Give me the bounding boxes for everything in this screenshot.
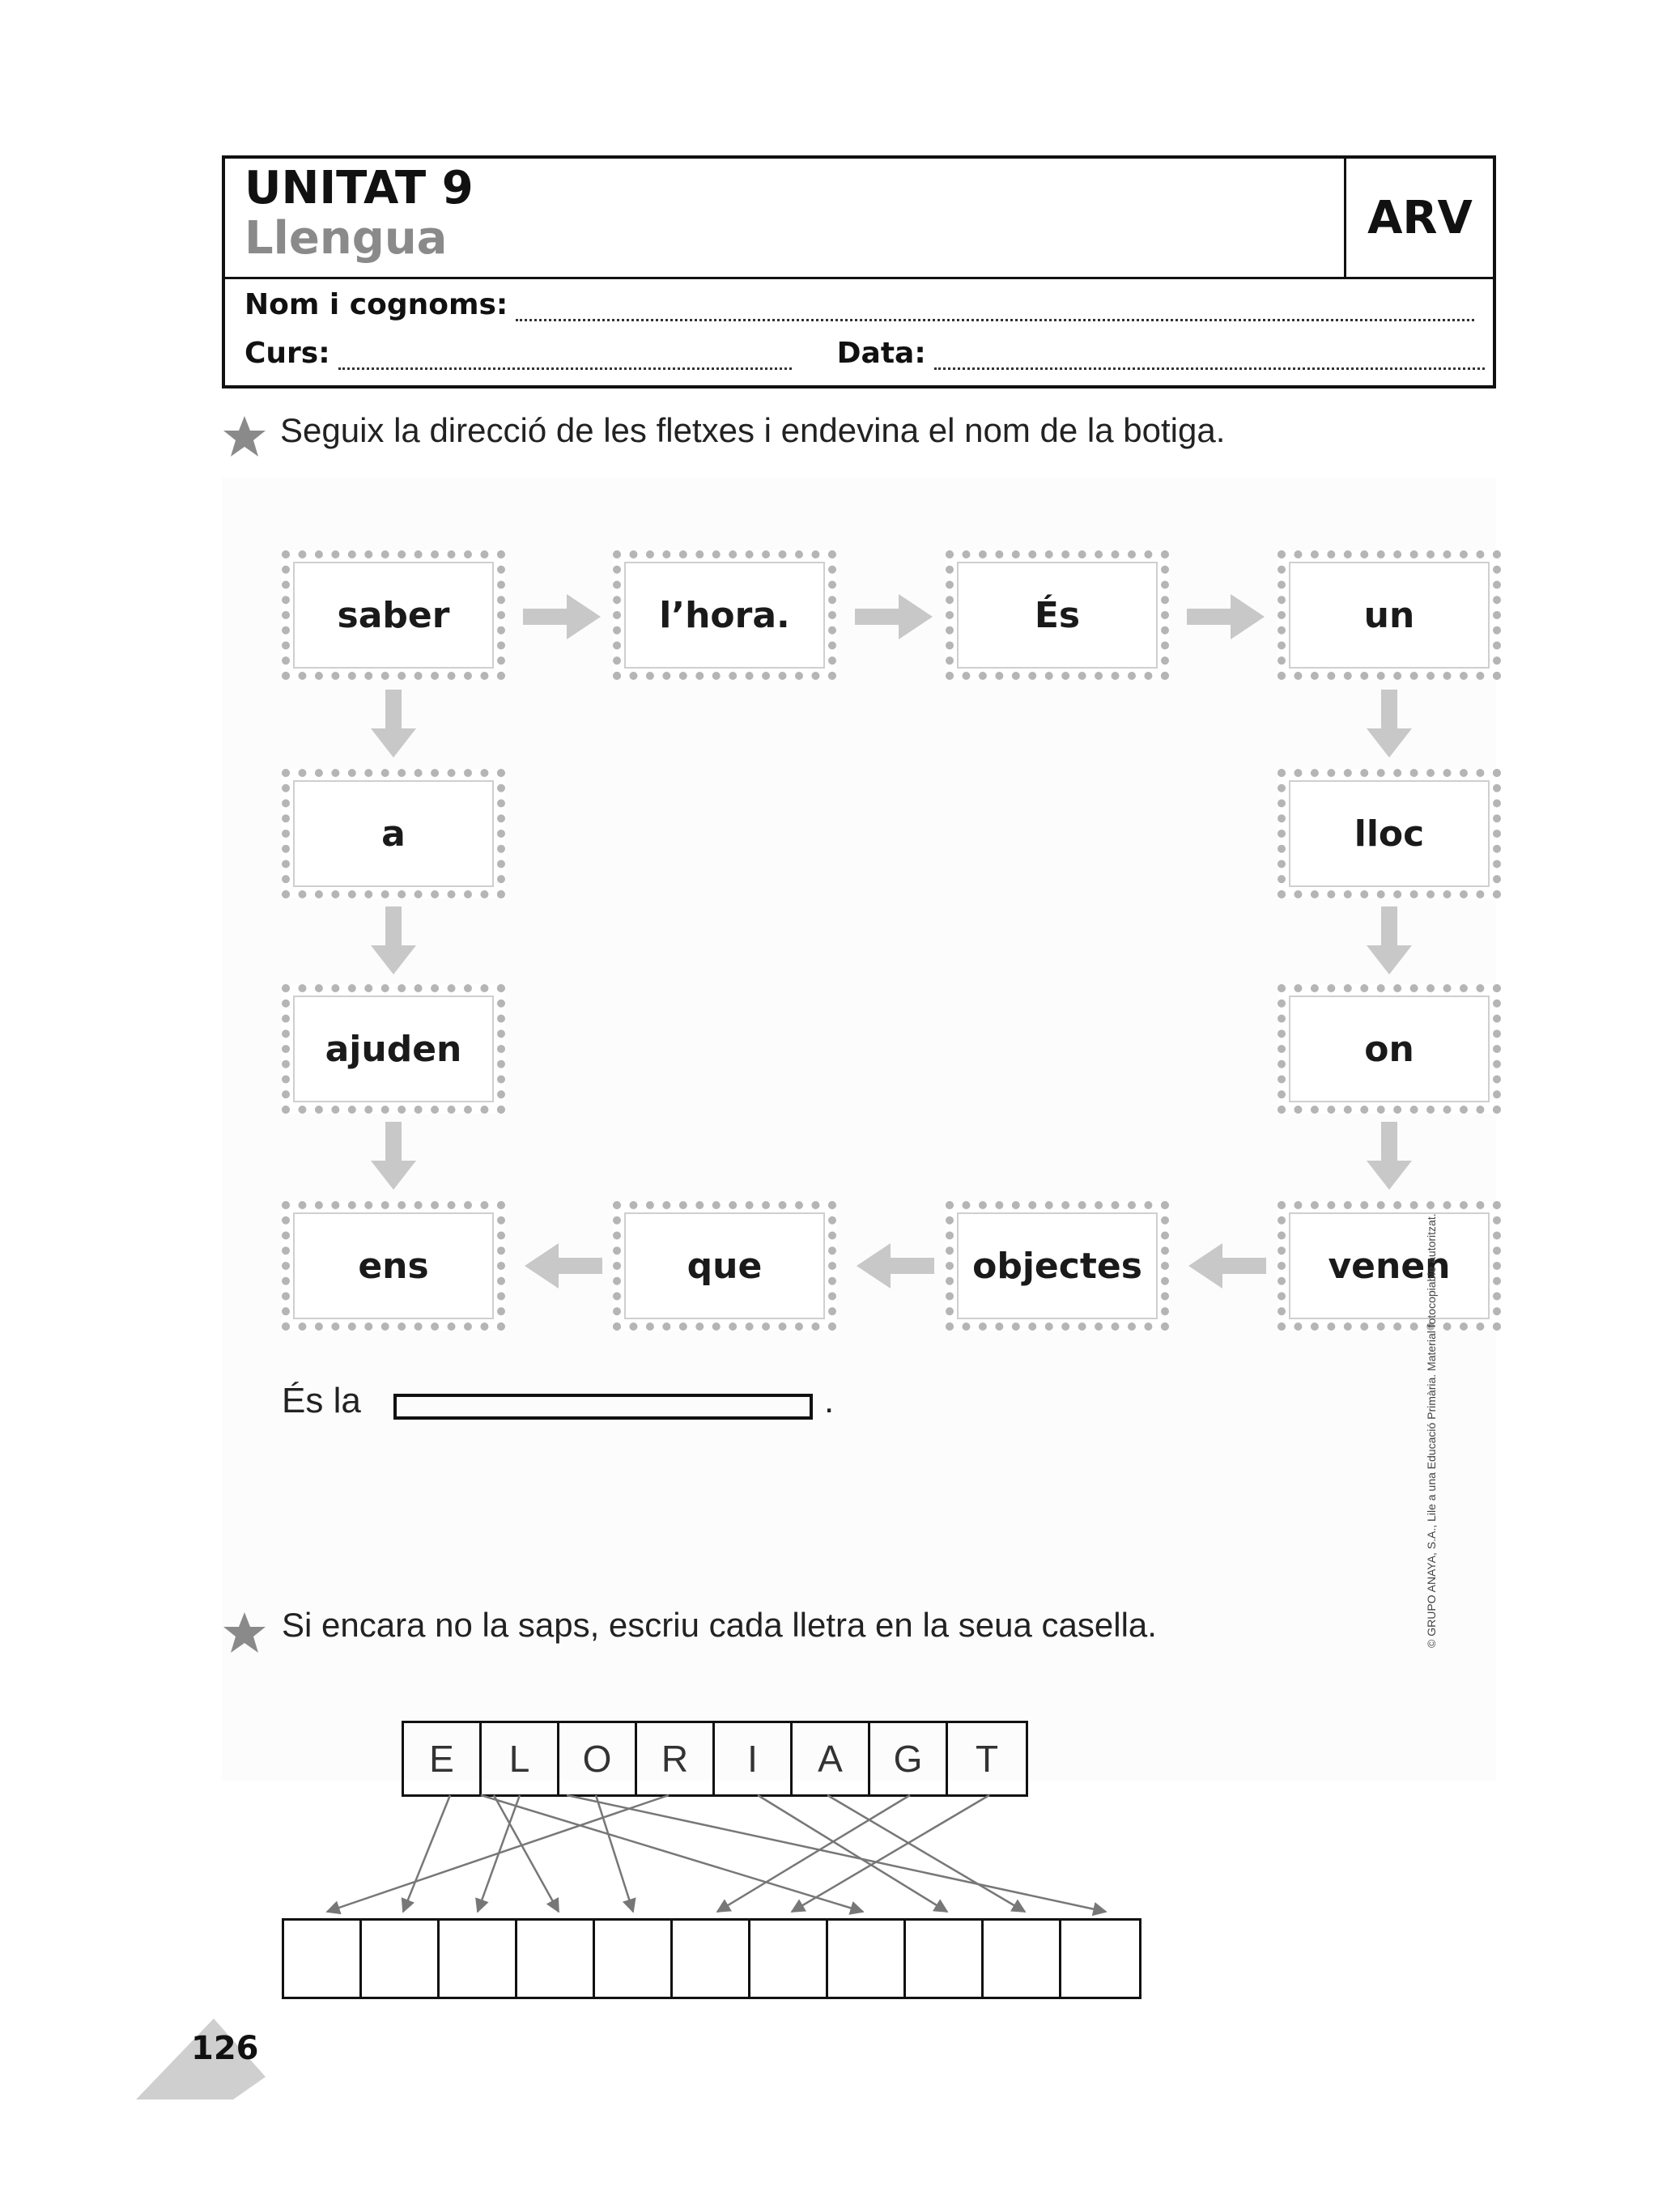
letter-cell: R [637, 1723, 715, 1794]
answer-cell[interactable] [673, 1921, 750, 1997]
word-box: a [282, 769, 505, 898]
answer-cell[interactable] [284, 1921, 362, 1997]
answer-suffix: . [824, 1381, 835, 1420]
answer-cell[interactable] [906, 1921, 984, 1997]
letter-cell: T [975, 1738, 999, 1780]
unit-subject: Llengua [244, 212, 448, 265]
answer-cell[interactable] [440, 1921, 517, 1997]
word-box: l’hora. [613, 550, 836, 680]
letter-cell: E [404, 1723, 482, 1794]
word-box: ens [282, 1201, 505, 1331]
exercise2-instruction: Si encara no la saps, escriu cada lletra en la seua casella. [282, 1606, 1157, 1644]
unit-title: UNITAT 9 [244, 162, 474, 214]
word-box: venen [1278, 1201, 1501, 1331]
page-number: 126 [191, 2030, 259, 2067]
word-box: que [613, 1201, 836, 1331]
course-label: Curs: [244, 337, 330, 370]
word-box: un [1278, 550, 1501, 680]
word-box: saber [282, 550, 505, 680]
copyright-notice: © GRUPO ANAYA, S.A., Lile a una Educació Primària. Material fotocopiable autoritzat. [1425, 1213, 1438, 1648]
answer-cell[interactable] [750, 1921, 828, 1997]
unit-code: ARV [1367, 191, 1473, 244]
answer-cell[interactable] [828, 1921, 906, 1997]
name-label: Nom i cognoms: [244, 288, 508, 321]
letter-cell: I [715, 1723, 793, 1794]
word-box: objectes [946, 1201, 1169, 1331]
answer-cell[interactable] [362, 1921, 440, 1997]
word-box: És [946, 550, 1169, 680]
answer-cell[interactable] [595, 1921, 673, 1997]
exercise1-instruction: Seguix la direcció de les fletxes i endevina el nom de la botiga. [280, 411, 1226, 449]
date-label: Data: [836, 337, 926, 370]
word-box: on [1278, 984, 1501, 1114]
answer-letter-cells [282, 1918, 1141, 1999]
letter-cell: O [559, 1723, 637, 1794]
word-box: ajuden [282, 984, 505, 1114]
letter-cell: L [482, 1723, 559, 1794]
letter-cell: G [870, 1723, 948, 1794]
answer-cell[interactable] [517, 1921, 595, 1997]
answer-prefix: És la [282, 1381, 361, 1420]
answer-cell[interactable] [1061, 1921, 1139, 1997]
word-box: lloc [1278, 769, 1501, 898]
letter-cell: A [793, 1723, 870, 1794]
answer-cell[interactable] [984, 1921, 1061, 1997]
